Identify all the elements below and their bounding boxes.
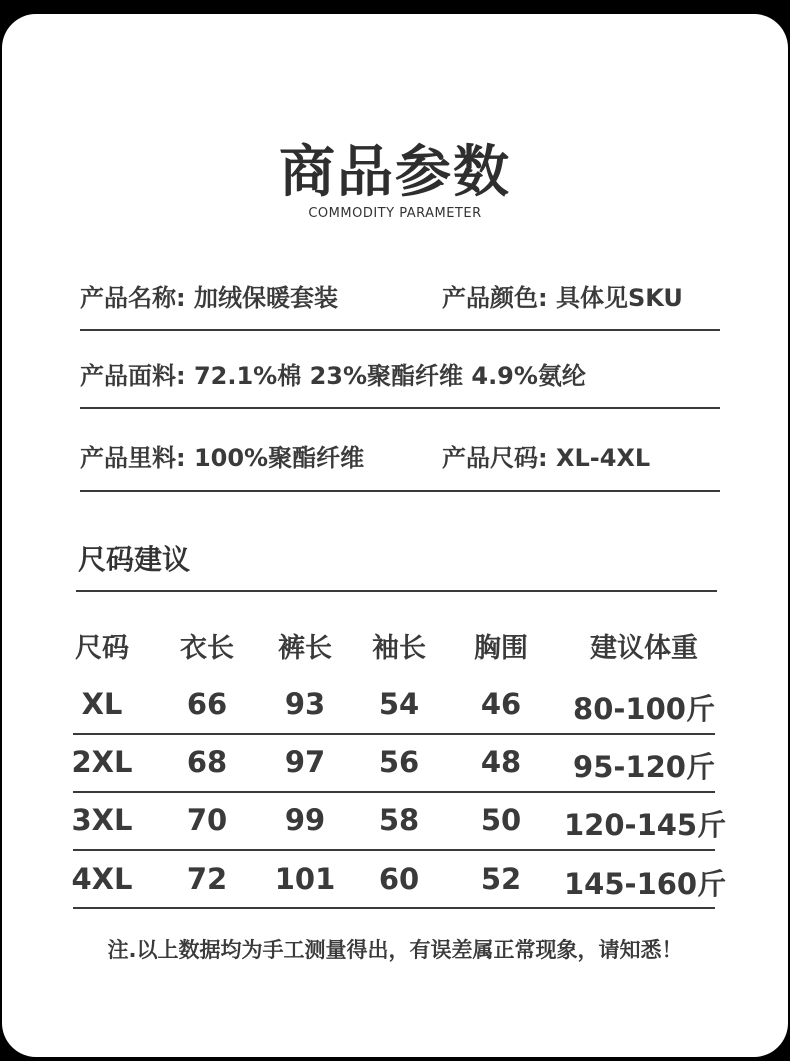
size-table-cell: 3XL: [71, 803, 133, 837]
size-table-header: 衣长: [180, 633, 234, 664]
size-table-cell: 58: [378, 803, 420, 837]
param-product-fabric: 产品面料: 72.1%棉 23%聚酯纤维 4.9%氨纶: [80, 362, 586, 390]
table-row-divider: [73, 849, 715, 851]
size-table-cell: 70: [186, 803, 228, 837]
size-table-cell: XL: [81, 687, 123, 721]
size-table-cell: 120-145斤: [564, 808, 727, 842]
page-subtitle: COMMODITY PARAMETER: [308, 206, 482, 221]
size-table-header: 尺码: [75, 633, 129, 664]
page-title: 商品参数: [279, 140, 511, 205]
footer-note: 注.以上数据均为手工测量得出，有误差属正常现象，请知悉！: [107, 938, 683, 962]
size-table-cell: 54: [378, 687, 420, 721]
size-table-header: 裤长: [278, 633, 332, 664]
size-table-cell: 60: [378, 862, 420, 896]
divider: [76, 590, 717, 592]
size-table-cell: 48: [480, 745, 522, 779]
size-table-cell: 46: [480, 687, 522, 721]
size-table-cell: 93: [284, 687, 326, 721]
size-table-cell: 80-100斤: [573, 692, 715, 726]
divider: [80, 407, 720, 409]
size-table-header: 建议体重: [590, 633, 698, 664]
size-table-cell: 145-160斤: [564, 867, 727, 901]
param-product-color: 产品颜色: 具体见SKU: [442, 284, 683, 312]
table-row-divider: [73, 907, 715, 909]
param-product-size: 产品尺码: XL-4XL: [442, 444, 651, 472]
param-product-lining: 产品里料: 100%聚酯纤维: [80, 444, 365, 472]
size-section-title: 尺码建议: [78, 543, 191, 576]
size-table-cell: 2XL: [71, 745, 133, 779]
size-table-cell: 52: [480, 862, 522, 896]
size-table-cell: 50: [480, 803, 522, 837]
size-table-cell: 97: [284, 745, 326, 779]
size-table-cell: 56: [378, 745, 420, 779]
size-table-cell: 95-120斤: [573, 750, 715, 784]
size-table-cell: 101: [274, 862, 336, 896]
size-table-cell: 4XL: [71, 862, 133, 896]
divider: [80, 490, 720, 492]
size-table-cell: 99: [284, 803, 326, 837]
size-table-cell: 68: [186, 745, 228, 779]
table-row-divider: [73, 733, 715, 735]
table-row-divider: [73, 791, 715, 793]
size-table-cell: 72: [186, 862, 228, 896]
size-table-header: 胸围: [474, 633, 528, 664]
size-table-header: 袖长: [372, 633, 426, 664]
param-product-name: 产品名称: 加绒保暖套装: [80, 284, 338, 312]
size-table-cell: 66: [186, 687, 228, 721]
divider: [80, 329, 720, 331]
